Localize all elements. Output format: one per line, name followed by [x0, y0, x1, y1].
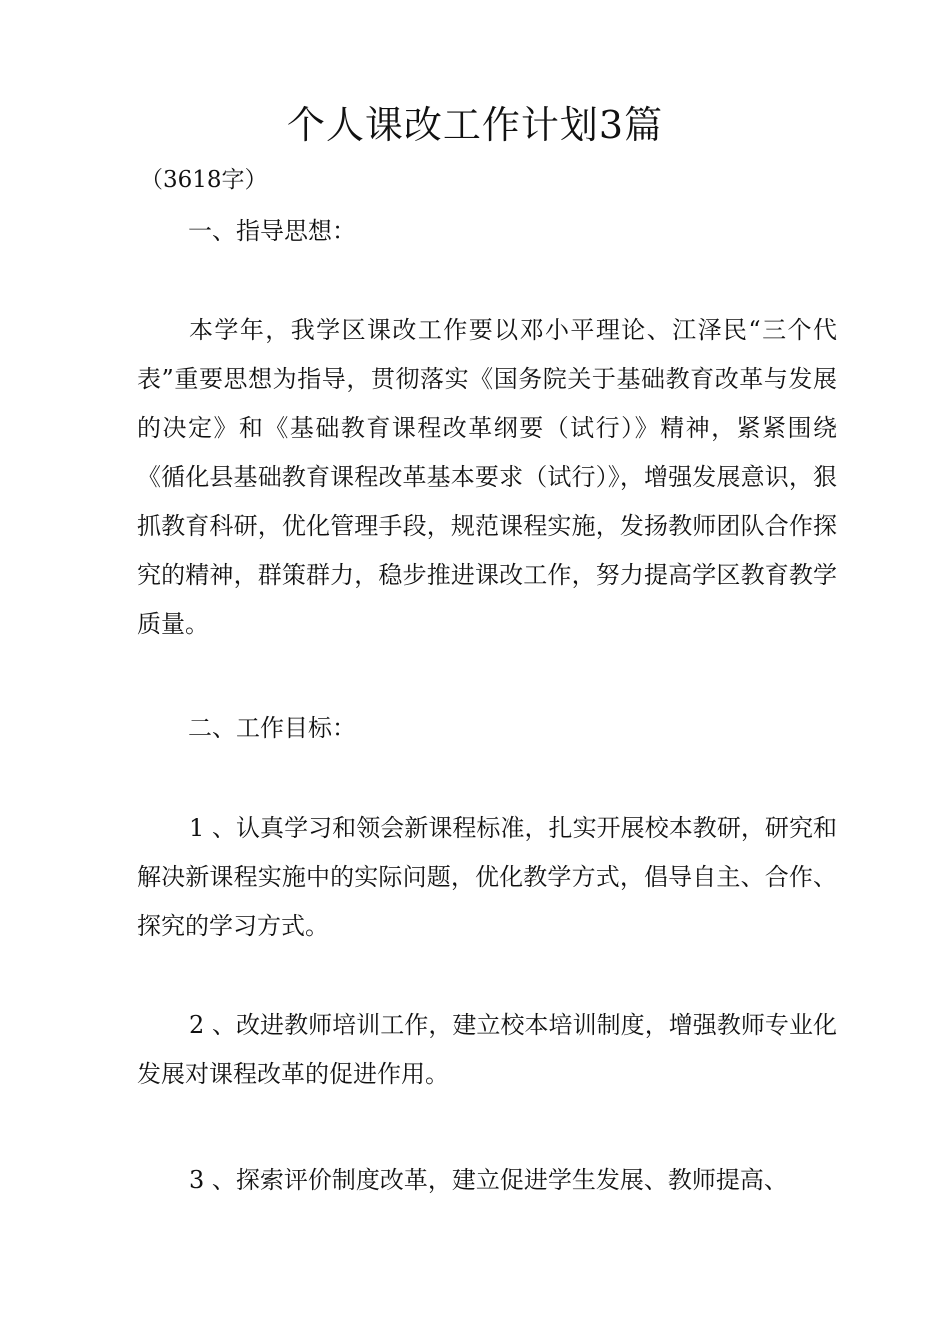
goal-item-2: 2 、改进教师培训工作，建立校本培训制度，增强教师专业化发展对课程改革的促进作用。 — [137, 1011, 837, 1088]
word-count: （3618字） — [140, 167, 268, 193]
document-title: 个人课改工作计划3篇 — [286, 103, 664, 147]
section-heading-work-goals: 二、工作目标： — [188, 714, 356, 742]
section-heading-guiding-ideology: 一、指导思想： — [188, 217, 356, 245]
guiding-ideology-paragraph: 本学年，我学区课改工作要以邓小平理论、江泽民“三个代表”重要思想为指导，贯彻落实《国务院关于基础教育改革与发展的决定》和《基础教育课程改革纲要（试行）》精神，紧紧围绕《循化县基础教育课程改革基本要求（试行）》，增强发展意识，狠抓教育科研，优化管理手段，规范课程实施，发扬教师团队合作探究的精神，群策群力，稳步推进课改工作，努力提高学区教育教学质量。 — [137, 316, 837, 638]
goal-item-3: 3 、探索评价制度改革，建立促进学生发展、教师提高、 — [189, 1166, 788, 1194]
goal-item-1: 1 、认真学习和领会新课程标准，扎实开展校本教研，研究和解决新课程实施中的实际问题，优化教学方式，倡导自主、合作、探究的学习方式。 — [137, 814, 837, 940]
